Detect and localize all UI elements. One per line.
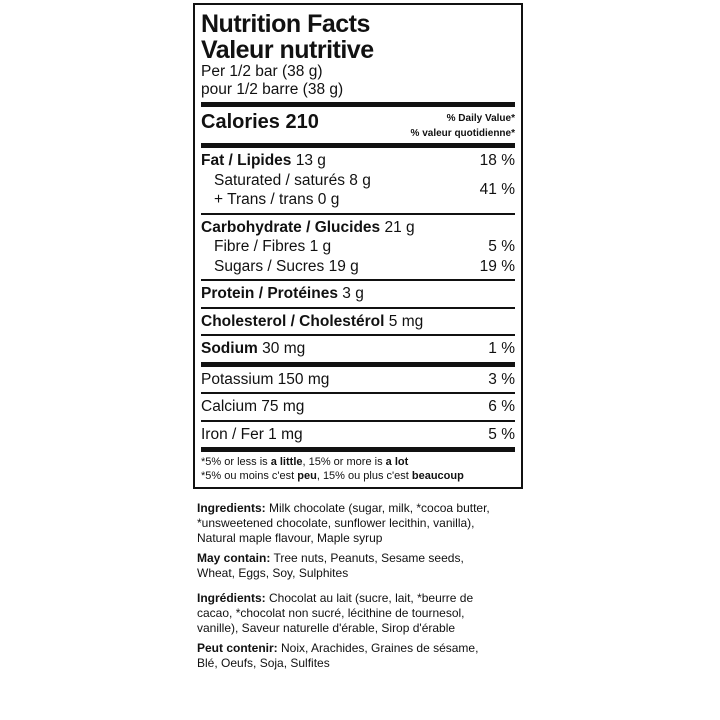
serving-size-en: Per 1/2 bar (38 g) xyxy=(201,63,323,80)
sodium-amount: 30 mg xyxy=(262,340,306,357)
footnote-fr-peu: peu xyxy=(297,470,317,482)
cholesterol-row xyxy=(201,312,515,332)
may-contain-en-label: May contain: xyxy=(197,551,271,565)
may-contain-fr-label: Peut contenir: xyxy=(197,641,278,655)
may-contain-fr-text: Noix, Arachides, Graines de sésame, Blé, Oeufs, Soja, Sulfites xyxy=(197,641,479,670)
protein-label: Protein / Protéines xyxy=(201,285,338,302)
ingredients-en-label: Ingredients: xyxy=(197,501,266,515)
divider xyxy=(201,213,515,215)
divider-thick xyxy=(201,447,515,452)
ingredients-fr-text: Chocolat au lait (sucre, lait, *beurre de cacao, *chocolat non sucré, lécithine de tournesol, vanille), Saveur naturelle d'érable, Sirop d'érable xyxy=(197,591,474,635)
daily-value-header xyxy=(411,110,515,140)
may-contain-fr xyxy=(197,641,497,671)
sodium-label: Sodium xyxy=(201,340,258,357)
cholesterol-amount: 5 mg xyxy=(388,312,424,330)
footnote-en xyxy=(201,455,515,469)
title-fr: Valeur nutritive xyxy=(201,36,374,64)
divider xyxy=(201,392,515,394)
saturated-row: Saturated / saturés 8 g xyxy=(214,171,371,189)
divider-thick xyxy=(201,362,515,367)
ingredients-en-text: Milk chocolate (sugar, milk, *cocoa butter, *unsweetened chocolate, sunflower lecithin, vanilla), Natural maple flavour, Maple syrup xyxy=(197,501,490,545)
ingredients-fr-label: Ingrédients: xyxy=(197,591,266,605)
footnote-en-text: , 15% or more is xyxy=(302,456,386,468)
sodium-row xyxy=(201,339,515,359)
iron-label: Iron / Fer 1 mg xyxy=(201,425,303,443)
footnote-en-lot: a lot xyxy=(385,456,409,468)
calcium-row xyxy=(201,397,515,417)
cholesterol-label: Cholesterol / Cholestérol xyxy=(201,312,385,330)
divider xyxy=(201,307,515,309)
sugars-label: Sugars / Sucres 19 g xyxy=(214,257,359,275)
potassium-pct: 3 % xyxy=(488,370,515,388)
sugars-pct: 19 % xyxy=(479,257,515,275)
sugars-row xyxy=(201,257,515,277)
divider xyxy=(201,420,515,422)
may-contain-en xyxy=(197,551,497,581)
calcium-pct: 6 % xyxy=(488,398,515,415)
footnote-fr-text: *5% ou moins c'est xyxy=(201,470,298,482)
nutrition-facts-table xyxy=(193,3,523,489)
fibre-pct: 5 % xyxy=(488,238,515,255)
footnote-fr-beaucoup: beaucoup xyxy=(411,470,464,482)
protein-amount: 3 g xyxy=(342,285,364,302)
sodium-pct: 1 % xyxy=(488,340,515,357)
divider xyxy=(201,334,515,336)
divider-thick xyxy=(201,102,515,107)
potassium-row xyxy=(201,370,515,390)
saturated-trans-group xyxy=(201,171,515,210)
fat-label: Fat / Lipides xyxy=(201,152,292,169)
ingredients-en xyxy=(197,501,497,546)
ingredients-block xyxy=(197,501,497,676)
footnote-fr-text: , 15% ou plus c'est xyxy=(316,470,412,482)
protein-row xyxy=(201,284,515,304)
sat-trans-pct: 41 % xyxy=(479,181,515,198)
footnote-fr xyxy=(201,469,515,483)
ingredients-fr xyxy=(197,591,497,636)
fibre-row xyxy=(201,237,515,257)
title-en: Nutrition Facts xyxy=(201,10,370,38)
footnote-en-little: a little xyxy=(270,456,303,468)
potassium-label: Potassium 150 mg xyxy=(201,370,330,388)
calories-row xyxy=(201,110,515,140)
fat-row xyxy=(201,151,515,171)
carb-row xyxy=(201,218,515,238)
fibre-label: Fibre / Fibres 1 g xyxy=(214,238,332,255)
fat-amount: 13 g xyxy=(295,152,326,169)
may-contain-en-text: Tree nuts, Peanuts, Sesame seeds, Wheat, Eggs, Soy, Sulphites xyxy=(197,551,464,580)
carb-amount: 21 g xyxy=(384,218,415,236)
iron-pct: 5 % xyxy=(488,425,515,443)
trans-row: + Trans / trans 0 g xyxy=(214,191,340,208)
daily-value-header-fr: % valeur quotidienne* xyxy=(410,128,515,139)
divider xyxy=(201,279,515,281)
calories-label: Calories 210 xyxy=(201,111,319,133)
divider-thick xyxy=(201,143,515,148)
carb-label: Carbohydrate / Glucides xyxy=(201,218,381,236)
iron-row xyxy=(201,425,515,445)
fat-pct: 18 % xyxy=(479,152,515,169)
serving-size-fr: pour 1/2 barre (38 g) xyxy=(201,81,344,98)
calcium-label: Calcium 75 mg xyxy=(201,398,305,415)
daily-value-header-en: % Daily Value* xyxy=(446,113,515,124)
footnote-en-text: *5% or less is xyxy=(201,456,271,468)
